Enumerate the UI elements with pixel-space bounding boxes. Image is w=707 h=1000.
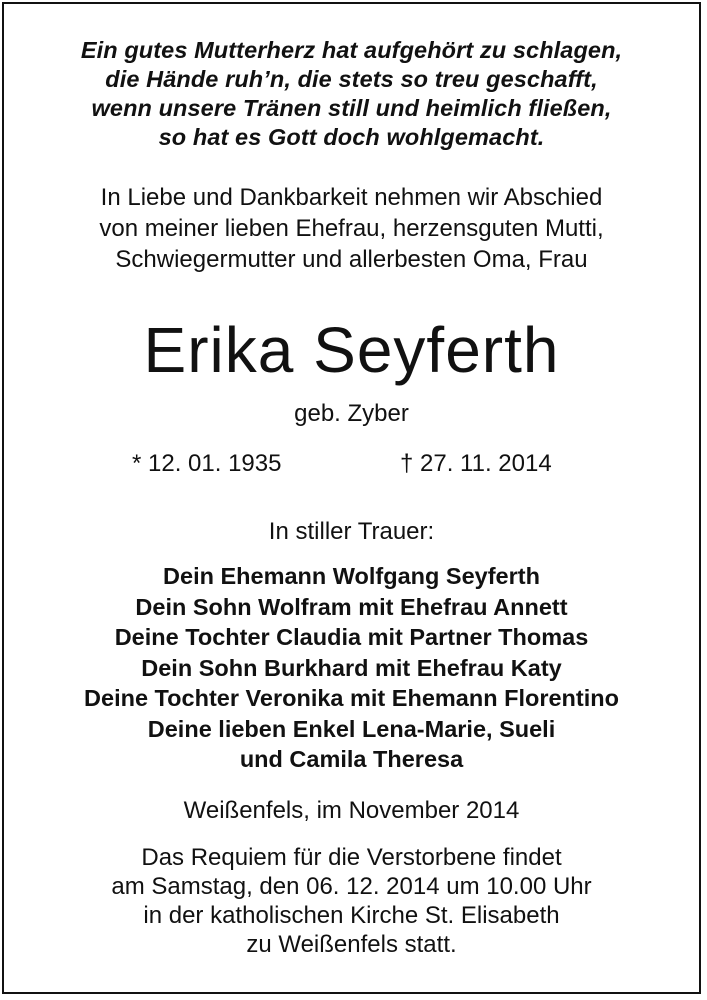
deceased-name: Erika Seyferth xyxy=(143,314,560,386)
family-line-4: Dein Sohn Burkhard mit Ehefrau Katy xyxy=(141,654,562,681)
farewell-intro xyxy=(4,182,699,275)
verse-line-4: so hat es Gott doch wohlgemacht. xyxy=(158,124,545,150)
requiem-line-2: am Samstag, den 06. 12. 2014 um 10.00 Uhr xyxy=(111,873,592,900)
requiem-line-4: zu Weißenfels statt. xyxy=(246,931,457,958)
family-list xyxy=(4,561,699,775)
requiem-line-3: in der katholischen Kirche St. Elisabeth xyxy=(143,902,560,929)
family-line-6: Deine lieben Enkel Lena-Marie, Sueli xyxy=(147,715,556,742)
birth-date: * 12. 01. 1935 xyxy=(132,450,282,477)
requiem-line-1: Das Requiem für die Verstorbene findet xyxy=(141,844,562,871)
family-line-1: Dein Ehemann Wolfgang Seyferth xyxy=(163,563,540,589)
verse-line-3: wenn unsere Tränen still und heimlich fließen, xyxy=(91,95,612,121)
obituary-notice xyxy=(2,2,701,994)
intro-line-1: In Liebe und Dankbarkeit nehmen wir Abschied xyxy=(100,184,603,211)
requiem-notice xyxy=(4,843,699,959)
life-dates xyxy=(4,449,699,479)
verse-line-2: die Hände ruh’n, die stets so treu geschafft, xyxy=(105,66,598,92)
intro-line-3: Schwiegermutter und allerbesten Oma, Frau xyxy=(115,246,588,273)
verse-line-1: Ein gutes Mutterherz hat aufgehört zu schlagen, xyxy=(80,37,623,63)
mourning-heading: In stiller Trauer: xyxy=(268,518,435,545)
intro-line-2: von meiner lieben Ehefrau, herzensguten Mutti, xyxy=(99,215,604,242)
death-date: † 27. 11. 2014 xyxy=(400,450,552,477)
family-line-7: und Camila Theresa xyxy=(239,746,464,772)
birth-name: geb. Zyber xyxy=(294,400,409,427)
family-line-5: Deine Tochter Veronika mit Ehemann Florentino xyxy=(84,685,619,711)
memorial-verse xyxy=(4,36,699,152)
family-line-2: Dein Sohn Wolfram mit Ehefrau Annett xyxy=(135,593,568,620)
family-line-3: Deine Tochter Claudia mit Partner Thomas xyxy=(114,624,589,650)
place-and-date: Weißenfels, im November 2014 xyxy=(183,797,520,824)
